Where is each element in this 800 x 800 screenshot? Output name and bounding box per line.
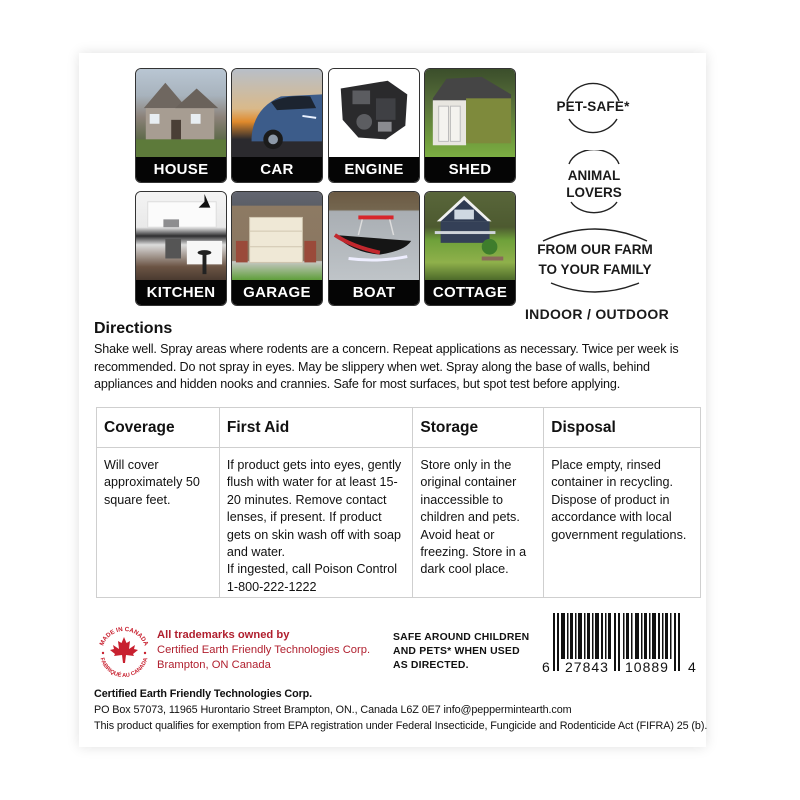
cell-first-aid <box>219 448 413 598</box>
epa-exemption-note: This product qualifies for exemption from EPA registration under Federal Insecticide, Fungicide and Rodenticide Act (FIFRA) 25 (b). <box>94 720 708 732</box>
tile-engine <box>328 68 420 183</box>
tile-house <box>135 68 227 183</box>
shed-photo-icon <box>425 69 515 157</box>
directions-body: Shake well. Spray areas where rodents are a concern. Repeat applications as necessary. Twice per week is recommended. Do not spray in eyes. May be slippery when wet. Spray along the base of walls, behind appliances and hidden nooks and crannies. Safe for most surfaces, but spot test before applying. <box>94 342 679 391</box>
indoor-outdoor-text: INDOOR / OUTDOOR <box>524 306 670 322</box>
farm-line2: TO YOUR FAMILY <box>538 262 652 277</box>
tile-label: GARAGE <box>232 280 322 305</box>
tile-kitchen <box>135 191 227 306</box>
header-disposal: Disposal <box>544 408 701 448</box>
first-aid-text: If product gets into eyes, gently flush with water for at least 15-20 minutes. Remove contact lenses, if present. If product gets on skin wash off with soap and water. <box>226 458 402 560</box>
svg-text:MADE IN CANADA: MADE IN CANADA <box>98 625 150 647</box>
farm-badge <box>535 223 655 293</box>
trademark-notice <box>157 628 370 673</box>
company-address: PO Box 57073, 11965 Hurontario Street Brampton, ON., Canada L6Z 0E7 info@peppermintearth.com <box>94 704 572 716</box>
svg-text:FABRIQUÉ AU CANADA: FABRIQUÉ AU CANADA <box>98 657 150 680</box>
tile-shed <box>424 68 516 183</box>
trademark-line3: Brampton, ON Canada <box>157 659 271 671</box>
tile-cottage <box>424 191 516 306</box>
tile-car <box>231 68 323 183</box>
made-in-canada-seal <box>94 623 154 683</box>
tile-boat <box>328 191 420 306</box>
cell-coverage: Will cover approximately 50 square feet. <box>97 448 220 598</box>
company-info <box>94 686 714 734</box>
pet-safe-badge <box>556 77 630 141</box>
barcode-digits <box>541 659 701 677</box>
table-header-row <box>97 408 701 448</box>
safe-notice-line2: AND PETS* WHEN USED <box>393 646 520 657</box>
barcode-group1: 27843 <box>565 659 609 675</box>
tile-label: KITCHEN <box>136 280 226 305</box>
farm-text <box>525 240 665 280</box>
company-name: Certified Earth Friendly Technologies Corp. <box>94 688 313 700</box>
upc-barcode <box>541 613 701 688</box>
barcode-digit-left: 6 <box>542 659 550 675</box>
info-table <box>96 407 701 598</box>
cell-storage: Store only in the original container inaccessible to children and pets. Avoid heat or freezing. Store in a dark cool place. <box>413 448 544 598</box>
tile-garage <box>231 191 323 306</box>
car-photo-icon <box>232 69 322 157</box>
safe-notice-line1: SAFE AROUND CHILDREN <box>393 632 530 643</box>
animal-lovers-badge <box>565 150 623 214</box>
pet-safe-text: PET-SAFE* <box>556 99 630 114</box>
farm-line1: FROM OUR FARM <box>537 242 653 257</box>
tile-label: SHED <box>425 157 515 182</box>
barcode-group2: 10889 <box>625 659 669 675</box>
garage-photo-icon <box>232 192 322 280</box>
engine-photo-icon <box>329 69 419 157</box>
tile-label: HOUSE <box>136 157 226 182</box>
maple-leaf-icon <box>94 623 154 683</box>
cell-disposal: Place empty, rinsed container in recycling. Dispose of product in accordance with local government regulations. <box>544 448 701 598</box>
use-case-grid <box>135 68 517 308</box>
trademark-line2: Certified Earth Friendly Technologies Corp. <box>157 644 371 656</box>
house-photo-icon <box>136 69 226 157</box>
tile-label: ENGINE <box>329 157 419 182</box>
header-coverage: Coverage <box>97 408 220 448</box>
header-first-aid: First Aid <box>219 408 413 448</box>
tile-label: COTTAGE <box>425 280 515 305</box>
table-row <box>97 448 701 598</box>
boat-photo-icon <box>329 192 419 280</box>
directions-title: Directions <box>94 320 173 337</box>
tile-label: CAR <box>232 157 322 182</box>
tile-label: BOAT <box>329 280 419 305</box>
header-storage: Storage <box>413 408 544 448</box>
safe-notice <box>393 631 529 673</box>
poison-control-text: If ingested, call Poison Control 1-800-222-1222 <box>226 562 397 594</box>
safe-notice-line3: AS DIRECTED. <box>393 660 469 671</box>
cottage-photo-icon <box>425 192 515 280</box>
animal-lovers-line1: ANIMAL <box>567 168 621 183</box>
barcode-digit-right: 4 <box>688 659 696 675</box>
product-label-card <box>79 53 706 747</box>
kitchen-photo-icon <box>136 192 226 280</box>
trademark-line1: All trademarks owned by <box>157 629 290 641</box>
animal-lovers-line2: LOVERS <box>566 185 622 200</box>
animal-lovers-text <box>545 167 643 201</box>
